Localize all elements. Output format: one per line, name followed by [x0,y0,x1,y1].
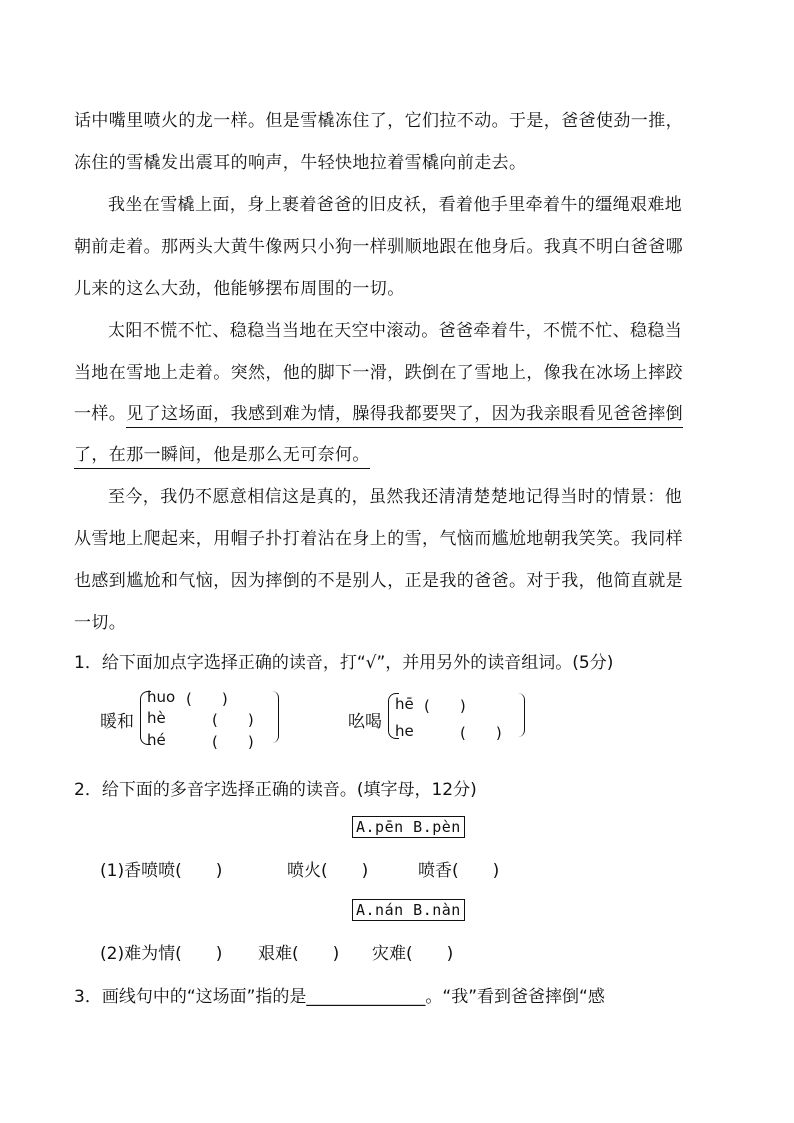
passage-line: 从雪地上爬起来，用帽子扑打着沾在身上的雪，气恼而尴尬地朝我笑笑。我同样 [74,529,683,549]
q1-option: huo [147,688,176,706]
answer-blank[interactable]: ( ) [212,733,254,751]
passage-line: 当地在雪地上走着。突然，他的脚下一滑，跌倒在了雪地上，像我在冰场上摔跤 [74,363,683,383]
answer-blank[interactable]: ( ) [212,711,254,729]
underlined-sentence: 见了这场面，我感到难为情，臊得我都要哭了，因为我亲眼看见爸爸摔倒 [126,404,683,428]
passage-plain-text: 一样。 [74,404,127,424]
q1-word-nuanhuo: 暖和 [100,712,134,732]
q1-word-yaohe: 吆喝 [348,712,382,732]
question-3-stem: 3．画线句中的“这场面”指的是______________。“我”看到爸爸摔倒“感 [74,987,605,1007]
question-1-stem: 1．给下面加点字选择正确的读音，打“√”，并用另外的读音组词。(5分) [74,653,614,673]
answer-blank[interactable]: ( ) [186,690,228,708]
passage-line: 儿来的这么大劲，他能够摆布周围的一切。 [74,279,405,299]
right-brace [272,691,279,743]
pinyin-options-box: A.pēn B.pèn [352,816,465,838]
q2-item[interactable]: (2)难为情( ) [100,944,223,964]
passage-line: 也感到尴尬和气恼，因为摔倒的不是别人，正是我的爸爸。对于我，他简直就是 [74,571,683,591]
pinyin-options-box: A.nán B.nàn [352,899,465,921]
underlined-sentence: 了，在那一瞬间，他是那么无可奈何。 [74,445,370,469]
q2-item[interactable]: 喷香( ) [418,861,500,881]
q2-item[interactable]: 灾难( ) [372,944,454,964]
right-brace [518,693,525,737]
passage-line: 冻住的雪橇发出震耳的响声，牛轻快地拉着雪橇向前走去。 [74,153,527,173]
passage-line: 至今，我仍不愿意相信这是真的，虽然我还清清楚楚地记得当时的情景：他 [108,487,683,507]
passage-line [74,440,370,465]
q2-item[interactable]: 艰难( ) [258,944,340,964]
passage-line: 朝前走着。那两头大黄牛像两只小狗一样驯顺地跟在他身后。我真不明白爸爸哪 [74,237,683,257]
q1-option: hē [395,695,414,713]
passage-line: 话中嘴里喷火的龙一样。但是雪橇冻住了，它们拉不动。于是，爸爸使劲一推， [74,111,683,131]
question-2-stem: 2．给下面的多音字选择正确的读音。(填字母，12分) [74,780,477,800]
q1-option: hè [147,709,166,727]
q2-item[interactable]: 喷火( ) [287,861,369,881]
q1-option: he [395,722,414,740]
passage-line: 太阳不慌不忙、稳稳当当地在天空中滚动。爸爸牵着牛，不慌不忙、稳稳当 [108,321,683,341]
passage-line: 我坐在雪橇上面，身上裹着爸爸的旧皮袄，看着他手里牵着牛的缰绳艰难地 [108,195,683,215]
q2-item[interactable]: (1)香喷喷( ) [100,861,223,881]
answer-blank[interactable]: ( ) [424,697,466,715]
answer-blank[interactable]: ( ) [460,724,502,742]
q1-option: hé [147,731,166,749]
passage-line: 一切。 [74,613,127,633]
passage-line [74,399,683,424]
